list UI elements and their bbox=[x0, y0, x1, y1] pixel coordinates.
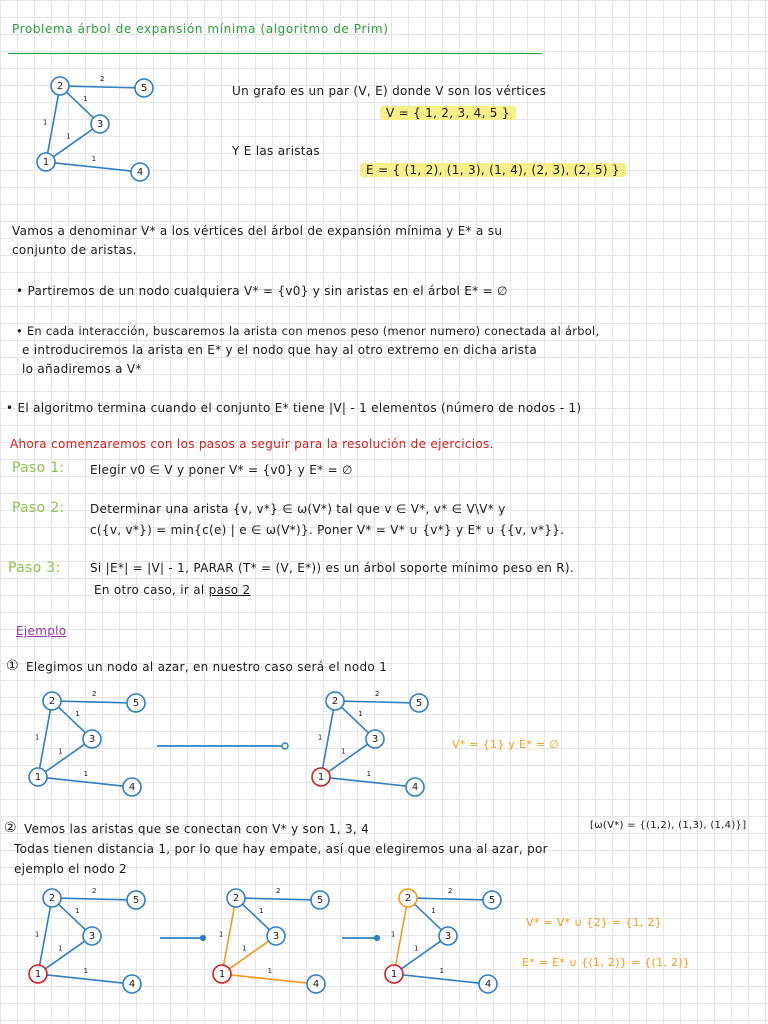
graph-node-label: 4 bbox=[128, 782, 136, 793]
graph-edge-1-3 bbox=[45, 941, 84, 969]
step-1-label: Paso 1: bbox=[12, 460, 65, 476]
example-step-2-line-2: Todas tienen distancia 1, por lo que hay empate, así que elegiremos una al azar, por bbox=[14, 842, 548, 856]
example-step-2-omega-set: [ω(V*) = {(1,2), (1,3), (1,4)}] bbox=[590, 820, 747, 831]
steps-intro: Ahora comenzaremos con los pasos a seguir para la resolución de ejercicios. bbox=[10, 437, 494, 451]
graph-edge-weight: 1 bbox=[34, 930, 40, 939]
graph-edge-weight: 1 bbox=[91, 155, 97, 164]
graph-node-label: 5 bbox=[488, 895, 496, 906]
step-3-link-paso-2: paso 2 bbox=[208, 583, 251, 597]
example-step-2-number: ② bbox=[4, 820, 17, 836]
graph-node-label: 3 bbox=[444, 931, 452, 942]
graph-edge-weight: 1 bbox=[414, 944, 419, 953]
graph-edge-weight: 1 bbox=[366, 770, 372, 779]
example-step-2-line-3: ejemplo el nodo 2 bbox=[14, 862, 127, 876]
graph-edge-weight: 1 bbox=[259, 907, 264, 916]
description-line-2: conjunto de aristas. bbox=[12, 243, 137, 257]
example-step-2-line-1: Vemos las aristas que se conectan con V* y son 1, 3, 4 bbox=[24, 822, 370, 836]
graph-example-2-original bbox=[22, 882, 152, 997]
graph-node-label: 3 bbox=[88, 734, 96, 745]
arrow-right-icon bbox=[340, 932, 382, 944]
step-1-text: Elegir v0 ∈ V y poner V* = {v0} y E* = ∅ bbox=[90, 463, 353, 477]
graph-node-label: 4 bbox=[411, 782, 419, 793]
title-underline bbox=[8, 53, 542, 54]
graph-node-label: 4 bbox=[312, 979, 320, 990]
graph-edge-1-4 bbox=[47, 778, 123, 786]
graph-example-1-after bbox=[305, 685, 435, 800]
graph-edge-weight: 2 bbox=[275, 887, 281, 896]
bullet-start-node: • Partiremos de un nodo cualquiera V* = {v0} y sin aristas en el árbol E* = ∅ bbox=[16, 284, 508, 298]
graph-edge-weight: 1 bbox=[42, 118, 48, 127]
graph-edge-weight: 1 bbox=[83, 967, 89, 976]
step-3-text-prefix: En otro caso, ir al bbox=[94, 583, 205, 597]
graph-edge-1-4 bbox=[403, 975, 479, 983]
graph-node-label: 2 bbox=[404, 893, 412, 904]
graph-edge-weight: 1 bbox=[58, 747, 63, 756]
graph-edge-2-3 bbox=[243, 904, 270, 930]
graph-edge-1-4 bbox=[55, 163, 131, 171]
step-2-text-line-1: Determinar una arista {v, v*} ∈ ω(V*) tal que v ∈ V*, v* ∈ V\V* y bbox=[90, 502, 506, 516]
graph-node-label: 2 bbox=[331, 696, 339, 707]
graph-edge-2-5 bbox=[61, 898, 127, 900]
graph-edge-weight: 1 bbox=[358, 710, 363, 719]
graph-edge-1-2 bbox=[48, 95, 59, 153]
bullet-iteration-line-3: lo añadiremos a V* bbox=[22, 362, 142, 376]
graph-edge-weight: 1 bbox=[83, 95, 88, 104]
example-step-1-number: ① bbox=[6, 658, 19, 674]
graph-example-2-chosen bbox=[378, 882, 508, 997]
graph-edge-1-3 bbox=[328, 744, 367, 772]
graph-node-label: 4 bbox=[136, 167, 144, 178]
graph-node-label: 5 bbox=[316, 895, 324, 906]
description-line-1: Vamos a denominar V* a los vértices del árbol de expansión mínima y E* a su bbox=[12, 224, 503, 238]
graph-node-label: 1 bbox=[390, 969, 398, 980]
graph-edge-1-3 bbox=[401, 941, 440, 969]
graph-edge-2-3 bbox=[415, 904, 442, 930]
graph-edge-1-3 bbox=[229, 941, 268, 969]
graph-main bbox=[30, 70, 160, 185]
graph-edge-weight: 1 bbox=[341, 747, 346, 756]
graph-edge-weight: 2 bbox=[447, 887, 453, 896]
graph-edge-2-5 bbox=[61, 701, 127, 703]
graph-node-label: 1 bbox=[34, 969, 42, 980]
graph-edge-1-4 bbox=[231, 975, 307, 983]
graph-node-label: 3 bbox=[88, 931, 96, 942]
graph-edge-2-3 bbox=[59, 904, 86, 930]
graph-edge-2-5 bbox=[417, 898, 483, 900]
step-3-label: Paso 3: bbox=[8, 560, 61, 576]
graph-node-label: 2 bbox=[48, 893, 56, 904]
graph-edge-1-2 bbox=[396, 907, 407, 965]
graph-edge-1-4 bbox=[330, 778, 406, 786]
graph-node-label: 2 bbox=[232, 893, 240, 904]
graph-example-2-candidates bbox=[206, 882, 336, 997]
graph-edge-weight: 1 bbox=[439, 967, 445, 976]
graph-node-label: 4 bbox=[484, 979, 492, 990]
graph-edge-2-5 bbox=[344, 701, 410, 703]
graph-edge-weight: 1 bbox=[267, 967, 273, 976]
graph-edge-2-3 bbox=[59, 707, 86, 733]
graph-edge-2-3 bbox=[67, 92, 94, 118]
bullet-iteration-line-1: • En cada interacción, buscaremos la arista con menos peso (menor numero) conectada al árbol, bbox=[16, 324, 600, 338]
graph-example-1-before bbox=[22, 685, 152, 800]
graph-edge-weight: 1 bbox=[242, 944, 247, 953]
graph-edge-1-2 bbox=[323, 710, 334, 768]
graph-node-label: 4 bbox=[128, 979, 136, 990]
page-title: Problema árbol de expansión mínima (algoritmo de Prim) bbox=[12, 22, 389, 36]
graph-node-label: 5 bbox=[132, 698, 140, 709]
graph-edge-1-2 bbox=[40, 710, 51, 768]
graph-edge-weight: 1 bbox=[317, 733, 323, 742]
graph-edge-1-3 bbox=[53, 129, 92, 157]
intro-vertices-set: V = { 1, 2, 3, 4, 5 } bbox=[380, 106, 516, 120]
graph-edge-weight: 1 bbox=[75, 710, 80, 719]
bullet-termination: • El algoritmo termina cuando el conjunto E* tiene |V| - 1 elementos (número de nodos - 1) bbox=[6, 401, 582, 415]
graph-edge-weight: 2 bbox=[374, 690, 380, 699]
step-2-label: Paso 2: bbox=[12, 500, 65, 516]
graph-edge-2-5 bbox=[69, 86, 135, 88]
graph-edge-weight: 2 bbox=[91, 690, 97, 699]
graph-node-label: 1 bbox=[42, 157, 50, 168]
intro-edges-label: Y E las aristas bbox=[232, 144, 320, 158]
graph-node-label: 1 bbox=[218, 969, 226, 980]
step-2-text-line-2: c({v, v*}) = min{c(e) | e ∈ ω(V*)}. Poner V* = V* ∪ {v*} y E* ∪ {{v, v*}}. bbox=[90, 523, 565, 537]
graph-node-label: 2 bbox=[48, 696, 56, 707]
graph-edge-1-2 bbox=[224, 907, 235, 965]
graph-edge-weight: 1 bbox=[34, 733, 40, 742]
graph-node-label: 3 bbox=[371, 734, 379, 745]
graph-edge-weight: 1 bbox=[83, 770, 89, 779]
intro-graph-definition: Un grafo es un par (V, E) donde V son los vértices bbox=[232, 84, 547, 98]
graph-edge-weight: 2 bbox=[91, 887, 97, 896]
example-heading: Ejemplo bbox=[16, 624, 67, 638]
graph-node-label: 5 bbox=[140, 83, 148, 94]
graph-node-label: 3 bbox=[272, 931, 280, 942]
graph-edge-1-3 bbox=[45, 744, 84, 772]
graph-edge-weight: 1 bbox=[66, 132, 71, 141]
step-3-text-line-2 bbox=[94, 583, 250, 597]
graph-node-label: 3 bbox=[96, 119, 104, 130]
graph-edge-weight: 2 bbox=[99, 75, 105, 84]
example-step-2-result-edges: E* = E* ∪ {(1, 2)} = {(1, 2)} bbox=[522, 956, 691, 969]
graph-edge-1-4 bbox=[47, 975, 123, 983]
example-step-1-result: V* = {1} y E* = ∅ bbox=[452, 738, 560, 751]
graph-edge-weight: 1 bbox=[58, 944, 63, 953]
graph-edge-1-2 bbox=[40, 907, 51, 965]
example-step-2-result-vertices: V* = V* ∪ {2} = {1, 2} bbox=[526, 916, 663, 929]
arrow-right-icon bbox=[155, 740, 290, 752]
graph-node-label: 5 bbox=[415, 698, 423, 709]
graph-edge-weight: 1 bbox=[431, 907, 436, 916]
example-step-1-text: Elegimos un nodo al azar, en nuestro caso será el nodo 1 bbox=[26, 660, 388, 674]
graph-edge-weight: 1 bbox=[218, 930, 224, 939]
graph-node-label: 2 bbox=[56, 81, 64, 92]
graph-edge-weight: 1 bbox=[75, 907, 80, 916]
graph-edge-2-3 bbox=[342, 707, 369, 733]
step-3-text-line-1: Si |E*| = |V| - 1, PARAR (T* = (V, E*)) es un árbol soporte mínimo peso en R). bbox=[90, 561, 575, 575]
graph-node-label: 1 bbox=[317, 772, 325, 783]
graph-edge-2-5 bbox=[245, 898, 311, 900]
bullet-iteration-line-2: e introduciremos la arista en E* y el nodo que hay al otro extremo en dicha arista bbox=[22, 343, 537, 357]
arrow-right-icon bbox=[158, 932, 208, 944]
intro-edges-set: E = { (1, 2), (1, 3), (1, 4), (2, 3), (2, 5) } bbox=[360, 163, 626, 177]
graph-node-label: 5 bbox=[132, 895, 140, 906]
graph-node-label: 1 bbox=[34, 772, 42, 783]
graph-edge-weight: 1 bbox=[390, 930, 396, 939]
